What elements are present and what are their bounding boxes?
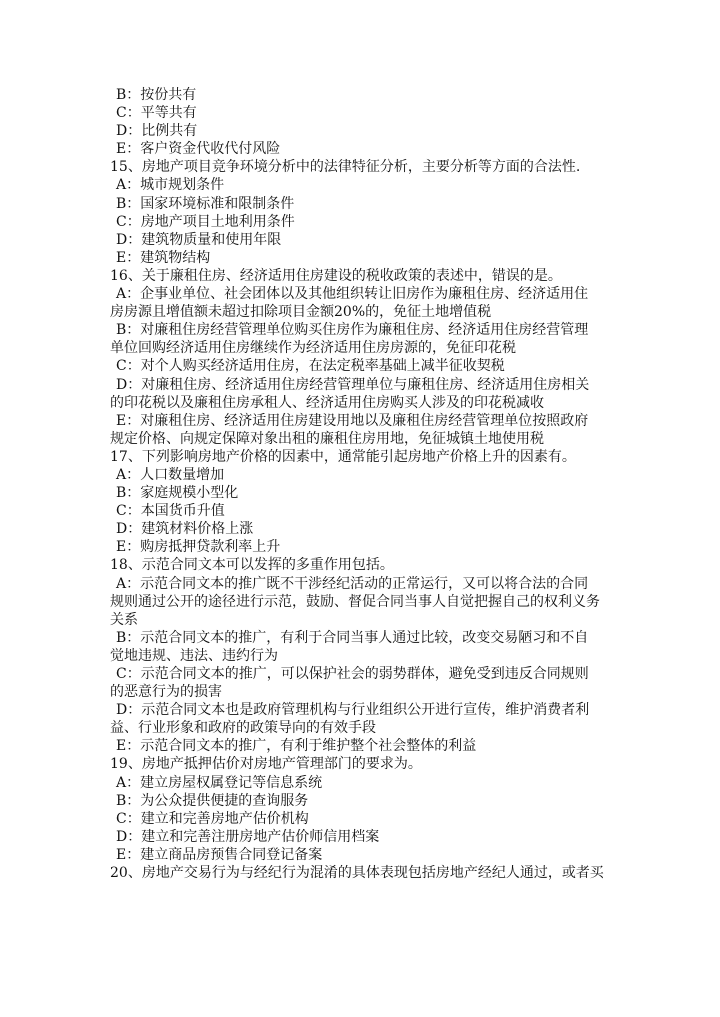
option-line: C：平等共有: [116, 105, 197, 122]
option-line: A：示范合同文本的推广既不干涉经纪活动的正常运行，又可以将合法的合同: [116, 575, 589, 592]
option-line: D：对廉租住房、经济适用住房经营管理单位与廉租住房、经济适用住房相关: [116, 376, 590, 393]
question-line: 17、下列影响房地产价格的因素中，通常能引起房地产价格上升的因素有。: [110, 448, 576, 465]
continuation-line: 的印花税以及廉租住房承租人、经济适用住房购买人涉及的印花税减收: [110, 394, 544, 411]
option-line: E：购房抵押贷款利率上升: [116, 539, 281, 556]
option-line: A：企事业单位、社会团体以及其他组织转让旧房作为廉租住房、经济适用住: [116, 286, 589, 303]
option-line: A：建立房屋权属登记等信息系统: [116, 774, 323, 791]
option-line: C：房地产项目土地利用条件: [116, 213, 295, 230]
option-line: C：建立和完善房地产估价机构: [116, 810, 309, 827]
continuation-line: 益、行业形象和政府的政策导向的有效手段: [110, 720, 376, 737]
option-line: D：示范合同文本也是政府管理机构与行业组织公开进行宣传，维护消费者利: [116, 702, 590, 719]
option-line: B：示范合同文本的推广，有利于合同当事人通过比较，改变交易陋习和不自: [116, 629, 589, 646]
question-line: 16、关于廉租住房、经济适用住房建设的税收政策的表述中，错误的是。: [110, 267, 562, 284]
continuation-line: 关系: [110, 611, 138, 628]
continuation-line: 觉地违规、违法、违约行为: [110, 647, 278, 664]
option-line: C：对个人购买经济适用住房，在法定税率基础上减半征收契税: [116, 358, 505, 375]
option-line: E：建筑物结构: [116, 249, 211, 266]
option-line: A：人口数量增加: [116, 466, 225, 483]
option-line: B：对廉租住房经营管理单位购买住房作为廉租住房、经济适用住房经营管理: [116, 322, 589, 339]
continuation-line: 规则通过公开的途径进行示范，鼓励、督促合同当事人自觉把握自己的权利义务: [110, 593, 600, 610]
question-line: 18、示范合同文本可以发挥的多重作用包括。: [110, 557, 394, 574]
option-line: C：本国货币升值: [116, 503, 225, 520]
option-line: B：国家环境标准和限制条件: [116, 195, 295, 212]
question-line: 19、房地产抵押估价对房地产管理部门的要求为。: [110, 756, 422, 773]
option-line: E：建立商品房预售合同登记备案: [116, 846, 323, 863]
option-line: B：按份共有: [116, 87, 197, 103]
option-line: E：对廉租住房、经济适用住房建设用地以及廉租住房经营管理单位按照政府: [116, 412, 589, 429]
continuation-line: 规定价格、向规定保障对象出租的廉租住房用地，免征城镇土地使用税: [110, 430, 544, 447]
continuation-line: 单位回购经济适用住房继续作为经济适用住房房源的，免征印花税: [110, 340, 516, 357]
option-line: E：示范合同文本的推广，有利于维护整个社会整体的利益: [116, 738, 477, 755]
option-line: B：为公众提供便捷的查询服务: [116, 792, 309, 809]
option-line: D：比例共有: [116, 123, 198, 140]
question-line: 20、房地产交易行为与经纪行为混淆的具体表现包括房地产经纪人通过，或者买: [110, 865, 604, 882]
option-line: D：建筑物质量和使用年限: [116, 231, 282, 248]
continuation-line: 的恶意行为的损害: [110, 684, 222, 701]
option-line: C：示范合同文本的推广，可以保护社会的弱势群体，避免受到违反合同规则: [116, 666, 589, 682]
question-line: 15、房地产项目竞争环境分析中的法律特征分析，主要分析等方面的合法性.: [110, 159, 581, 176]
option-line: A：城市规划条件: [116, 177, 225, 194]
option-line: D：建立和完善注册房地产估价师信用档案: [116, 828, 380, 845]
option-line: E：客户资金代收代付风险: [116, 141, 281, 158]
option-line: B：家庭规模小型化: [116, 485, 239, 502]
continuation-line: 房房源且增值额未超过扣除项目金额20%的，免征土地增值税: [110, 304, 492, 321]
option-line: D：建筑材料价格上涨: [116, 521, 254, 538]
